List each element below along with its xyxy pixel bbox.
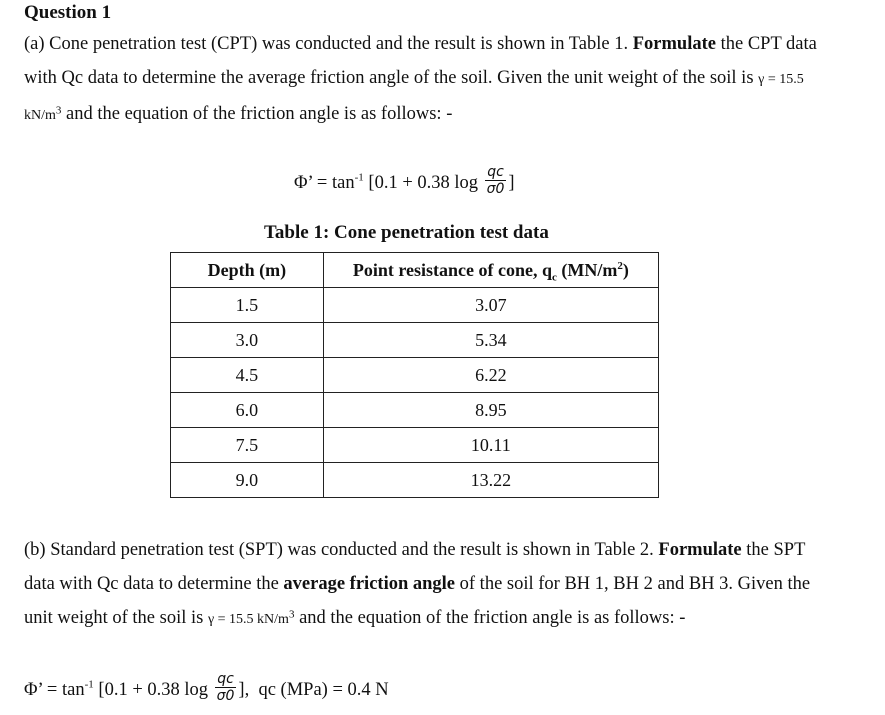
part-b-bold-average-friction-angle: average friction angle: [283, 574, 456, 594]
cell-depth: 6.0: [171, 393, 324, 428]
cell-qc: 6.22: [323, 358, 658, 393]
equation-a: [294, 164, 515, 199]
eq-a-inner: [0.1 + 0.38 log: [368, 172, 479, 193]
cell-depth: 3.0: [171, 323, 324, 358]
part-b-text-1: the SPT data with Qc data to determine the: [24, 540, 806, 594]
header-resist-text: Point resistance of cone, q: [352, 259, 552, 280]
eq-a-lhs: Φ’ = tan: [294, 172, 355, 193]
cell-qc: 3.07: [323, 288, 658, 323]
table-row: [171, 428, 659, 463]
eq-b-extra: qc (MPa) = 0.4 N: [258, 679, 389, 700]
cell-depth: 1.5: [171, 288, 324, 323]
part-b-bold-formulate: Formulate: [658, 540, 742, 560]
part-a-gamma-exp: 3: [55, 104, 62, 117]
table-caption: Table 1: Cone penetration test data: [264, 222, 549, 243]
part-b-gamma-text: γ = 15.5 kN/m: [207, 612, 289, 627]
header-resist-sub: c: [551, 271, 557, 284]
header-depth: Depth (m): [171, 253, 324, 288]
part-a-bold-formulate: Formulate: [632, 34, 716, 54]
part-a-end: and the equation of the friction angle is as follows: -: [66, 104, 453, 124]
part-a-intro: (a) Cone penetration test (CPT) was conducted and the result is shown in Table 1.: [24, 34, 629, 54]
part-b-intro: (b) Standard penetration test (SPT) was conducted and the result is shown in Table 2.: [24, 540, 654, 560]
equation-b: [24, 671, 389, 706]
cpt-table: [170, 252, 659, 498]
eq-b-close: ],: [238, 679, 250, 700]
part-b-gamma: [207, 608, 295, 627]
header-resist-unit: (MN/m: [561, 259, 618, 280]
table-row: [171, 358, 659, 393]
eq-b-denominator: σ0: [216, 688, 235, 704]
header-point-resistance: [323, 253, 658, 288]
eq-a-denominator: σ0: [486, 181, 505, 197]
table-row: [171, 463, 659, 498]
cell-qc: 10.11: [323, 428, 658, 463]
cell-qc: 5.34: [323, 323, 658, 358]
part-b-gamma-exp: 3: [288, 608, 295, 621]
eq-a-fraction: [485, 165, 507, 196]
cell-depth: 9.0: [171, 463, 324, 498]
table-row: [171, 288, 659, 323]
eq-b-numerator: qc: [217, 671, 234, 687]
eq-b-lhs: Φ’ = tan: [24, 679, 85, 700]
cell-qc: 13.22: [323, 463, 658, 498]
part-b-text-2: of the soil for BH 1, BH 2 and BH 3. Given the unit weight of the soil is: [24, 574, 811, 628]
table-header-row: [171, 253, 659, 288]
table-row: [171, 393, 659, 428]
eq-a-close: ]: [508, 172, 515, 193]
eq-b-exp: -1: [84, 678, 94, 691]
part-b-paragraph: [24, 533, 824, 637]
question-title: Question 1: [24, 2, 112, 23]
part-a-paragraph: [24, 27, 824, 133]
part-a-gamma-text: γ = 15.5 kN/m: [24, 72, 804, 123]
cell-depth: 7.5: [171, 428, 324, 463]
cell-qc: 8.95: [323, 393, 658, 428]
header-resist-exp: 2: [617, 259, 623, 272]
part-a-text: the CPT data with Qc data to determine the average friction angle of the soil. Given the unit weight of the soil is: [24, 34, 817, 88]
table-row: [171, 323, 659, 358]
eq-b-fraction: [215, 672, 237, 703]
cell-depth: 4.5: [171, 358, 324, 393]
header-resist-close: ): [622, 259, 629, 280]
eq-b-inner: [0.1 + 0.38 log: [98, 679, 209, 700]
eq-a-exp: -1: [354, 171, 364, 184]
eq-a-numerator: qc: [487, 164, 504, 180]
part-b-end: and the equation of the friction angle is as follows: -: [299, 608, 686, 628]
